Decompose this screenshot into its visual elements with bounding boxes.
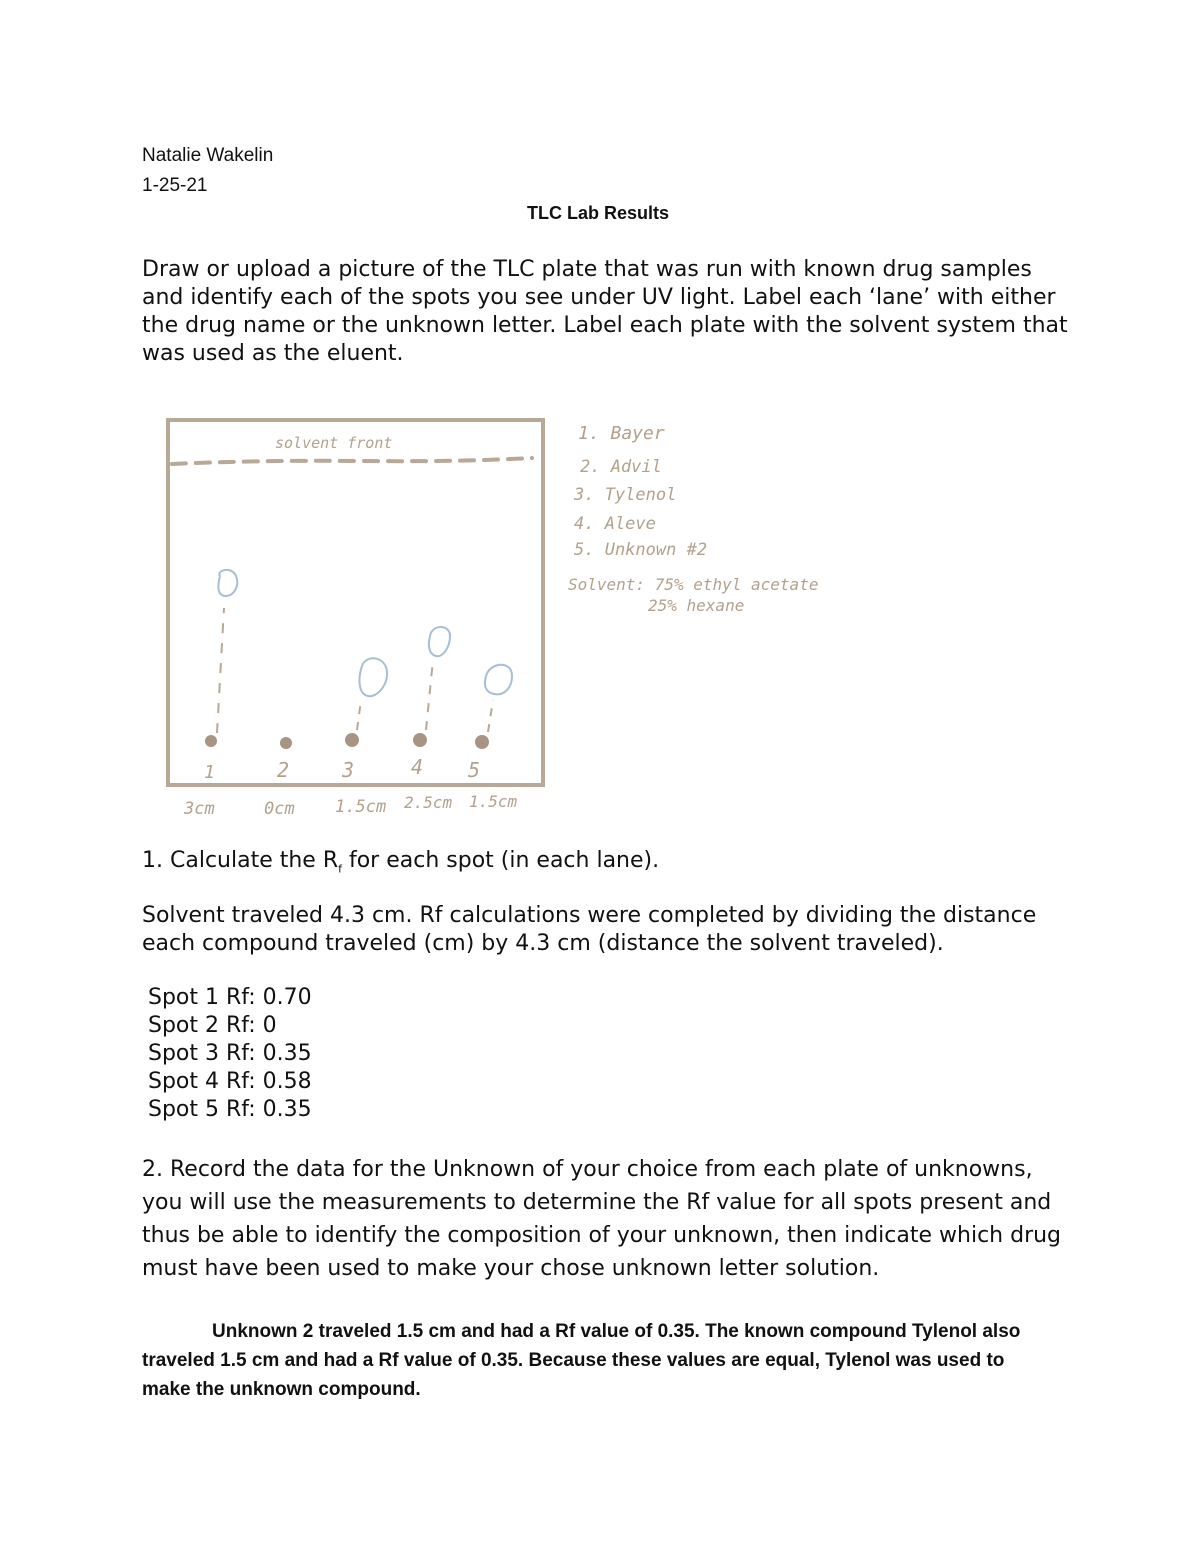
question-2: 2. Record the data for the Unknown of your choice from each plate of unknowns, you will use the measurements to determine the Rf value for all spots present and thus be able to identify the composition of your unknown, then indicate which drug must have been used to make your chose unknown letter solution.	[142, 1157, 1062, 1281]
lane-number-5: 5	[468, 758, 481, 782]
solvent-calculation-paragraph: Solvent traveled 4.3 cm. Rf calculations were completed by dividing the distance each compound traveled (cm) by 4.3 cm (distance the solvent traveled).	[142, 903, 1037, 956]
travel-line-3	[357, 700, 361, 730]
travel-line-1	[217, 608, 224, 733]
rf-value-spot-1: Spot 1 Rf: 0.70	[148, 985, 312, 1010]
uv-spot-3	[360, 658, 388, 696]
rf-value-spot-2: Spot 2 Rf: 0	[148, 1013, 277, 1038]
uv-spot-5	[485, 665, 512, 695]
lane-number-3: 3	[342, 758, 355, 782]
solvent-system-line-2: 25% hexane	[648, 596, 745, 615]
lane-number-4: 4	[411, 755, 424, 779]
question-1-suffix: for each spot (in each lane).	[341, 848, 660, 873]
travel-line-4	[426, 660, 433, 730]
rf-value-spot-5: Spot 5 Rf: 0.35	[148, 1097, 312, 1122]
legend-item-4: 4. Aleve	[574, 514, 656, 534]
question-1-prefix: 1. Calculate the R	[142, 848, 339, 873]
distance-label-3: 1.5cm	[335, 797, 387, 817]
lane-number-1: 1	[204, 762, 215, 783]
instructions-paragraph: Draw or upload a picture of the TLC plate that was run with known drug samples and identify each of the spots you see under UV light. Label each ‘lane’ with either the drug name or the unknown letter. Label each plate with the solvent system that was used as the eluent.	[142, 257, 1068, 366]
legend-item-2: 2. Advil	[580, 457, 662, 477]
tlc-plate-border	[168, 420, 543, 785]
question-2-answer: Unknown 2 traveled 1.5 cm and had a Rf value of 0.35. The known compound Tylenol also traveled 1.5 cm and had a Rf value of 0.35. Because these values are equal, Tylenol was used to make the unknown compound.	[142, 1321, 1021, 1400]
tlc-plate-drawing	[160, 410, 840, 830]
baseline-spot-2	[280, 737, 292, 749]
distance-label-5: 1.5cm	[469, 792, 518, 811]
author-name: Natalie Wakelin	[142, 145, 274, 166]
lane-number-2: 2	[277, 758, 290, 782]
solvent-front-label: solvent front	[275, 434, 393, 452]
distance-label-1: 3cm	[184, 799, 215, 819]
travel-line-5	[488, 700, 493, 732]
uv-spot-4	[429, 627, 450, 656]
distance-label-4: 2.5cm	[404, 793, 453, 812]
solvent-front-line	[172, 458, 532, 464]
solvent-system-line-1: Solvent: 75% ethyl acetate	[568, 575, 819, 594]
legend-item-3: 3. Tylenol	[574, 485, 677, 505]
baseline-spot-3	[345, 733, 359, 747]
uv-spot-1	[218, 570, 237, 596]
distance-label-2: 0cm	[264, 799, 295, 819]
rf-value-spot-3: Spot 3 Rf: 0.35	[148, 1041, 312, 1066]
rf-value-spot-4: Spot 4 Rf: 0.58	[148, 1069, 312, 1094]
baseline-spot-5	[475, 735, 489, 749]
baseline-spot-1	[205, 735, 217, 747]
document-title: TLC Lab Results	[526, 203, 669, 223]
document-date: 1-25-21	[142, 175, 208, 196]
rf-values-list	[148, 984, 312, 1124]
legend-item-1: 1. Bayer	[578, 423, 665, 444]
legend-item-5: 5. Unknown #2	[574, 540, 708, 560]
question-1	[142, 848, 659, 875]
baseline-spot-4	[413, 733, 427, 747]
question-1-subscript: f	[338, 862, 342, 876]
